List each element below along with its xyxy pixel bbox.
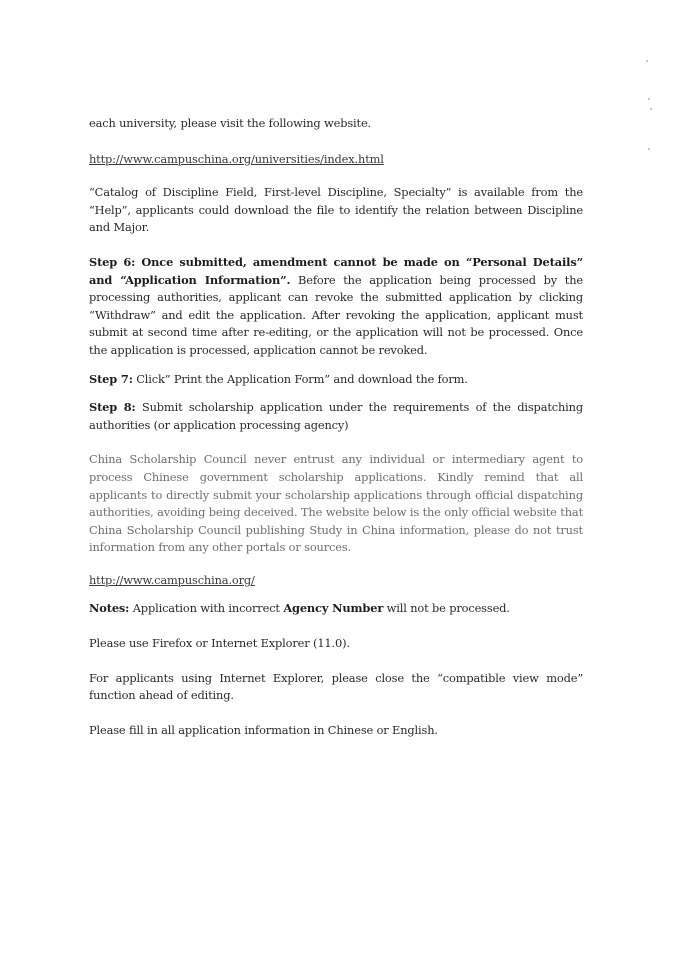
notes-label: Notes: (89, 601, 130, 616)
agency-number-label: Agency Number (283, 601, 384, 616)
scan-speck (646, 60, 648, 62)
step-7-paragraph (89, 371, 583, 389)
browser-note: Please use Firefox or Internet Explorer (11.0). (89, 636, 350, 651)
language-note: Please fill in all application information in Chinese or English. (89, 722, 438, 737)
step-6-paragraph (89, 254, 583, 360)
step-8-text: Submit scholarship application under the requirements of the dispatching authorities (or application processing agency) (89, 400, 583, 432)
step-7-text: Click” Print the Application Form” and download the form. (132, 371, 468, 386)
document-body (89, 115, 583, 739)
notes-paragraph (89, 600, 583, 618)
scan-speck (648, 98, 650, 100)
step-7-heading: Step 7: (89, 371, 133, 386)
notes-text: Application with incorrect (129, 601, 284, 616)
universities-url-link[interactable]: http://www.campuschina.org/universities/index.html (89, 151, 384, 166)
ie-note: For applicants using Internet Explorer, please close the “compatible view mode” function ahead of editing. (89, 670, 583, 703)
intro-line: each university, please visit the following website. (89, 116, 372, 130)
step-6-text: Before the application being processed by the processing authorities, applicant can revoke the submitted application by clicking “Withdraw” and edit the application. After revoking the application, applicant must submit at second time after re-editing, or the application will not be processed. Once the application is processed, application cannot be revoked. (89, 272, 583, 357)
notes-text-end: will not be processed. (383, 601, 510, 616)
universities-link-paragraph (89, 151, 583, 169)
scan-speck (650, 108, 652, 110)
step-8-paragraph (89, 399, 583, 434)
catalog-note: “Catalog of Discipline Field, First-level Discipline, Specialty” is available from the “Help”, applicants could download the file to identify the relation between Discipline and Major. (89, 185, 583, 235)
official-url-link[interactable]: http://www.campuschina.org/ (89, 572, 255, 587)
step-8-heading: Step 8: (89, 400, 136, 415)
official-link-paragraph (89, 572, 583, 590)
fraud-warning: China Scholarship Council never entrust any individual or intermediary agent to process Chinese government scholarship applications. Kindly remind that all applicants to directly submit your scholarship applications through official dispatching authorities, avoiding being deceived. The website below is the only official website that China Scholarship Council publishing Study in China information, please do not trust information from any other portals or sources. (89, 452, 583, 555)
step-6-heading: Step 6: Once submitted, amendment cannot be made on “Personal Details” and “Application Information”. (89, 254, 583, 287)
scan-speck (648, 148, 650, 150)
